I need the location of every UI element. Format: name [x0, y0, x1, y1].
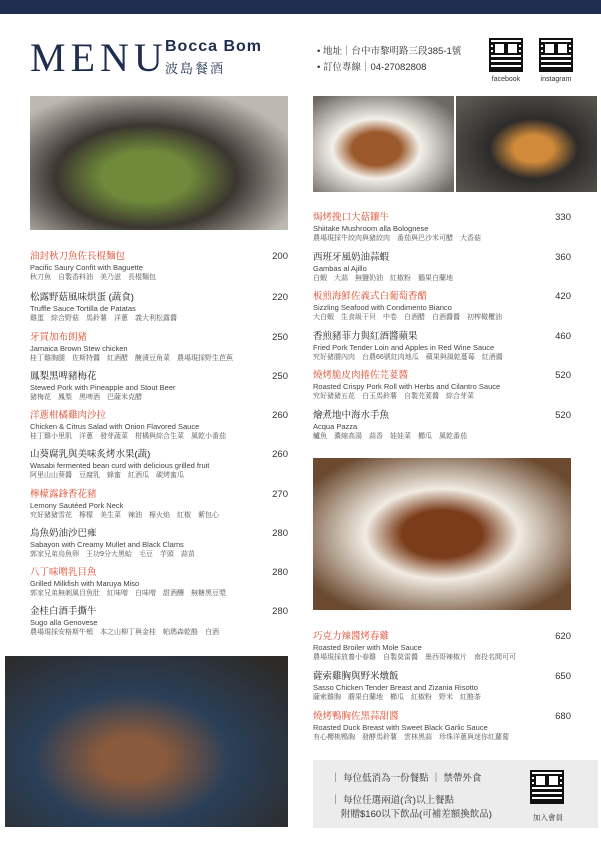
notice-line-3: 附贈$160以下飲品(可補差額換飲品) [341, 809, 492, 820]
menu-item [313, 711, 571, 743]
brand-logo [165, 38, 262, 77]
menu-item-name: 薩索雞胸與野米燉飯 [313, 671, 399, 682]
menu-item-ingredients: 農場現採放養小春雞 自製莫雷醬 墨西哥辣椒片 南投名間可可 [313, 654, 516, 661]
facebook-qr-code[interactable] [489, 38, 523, 72]
phone: • 訂位專線｜04-27082808 [317, 62, 427, 73]
menu-item-price: 620 [555, 631, 571, 642]
menu-item-price: 460 [555, 331, 571, 342]
menu-item-name: 牙買加布朗豬 [30, 332, 88, 343]
menu-item-ingredients: 秋刀魚 自製香料油 美乃滋 長棍麵包 [30, 274, 156, 281]
menu-item [313, 291, 571, 323]
menu-item-ingredients: 阿里山山葵醬 豆腐乳 蜂蜜 紅酒瓜 碳烤蜜瓜 [30, 472, 184, 479]
menu-title: MENU [30, 35, 168, 80]
menu-item-ingredients: 鱸魚 濃縮高湯 蒜香 娃娃菜 櫛瓜 風乾番茄 [313, 433, 467, 440]
facebook-qr-label: facebook [491, 76, 521, 83]
menu-item-name: 金桂白酒手撕牛 [30, 606, 97, 617]
menu-item [30, 410, 288, 442]
notice-line-1: ｜ 每位低消為一份餐點 ｜ 禁帶外食 [331, 773, 482, 784]
menu-item-english-name: Acqua Pazza [313, 422, 358, 431]
food-photo-duck-breast [5, 656, 288, 827]
menu-item-ingredients: 究好豬豬雪花 檸檬 美生菜 辣油 檸火焰 紅椒 紫包心 [30, 512, 219, 519]
menu-item-name: 油封秋刀魚佐長棍麵包 [30, 251, 126, 262]
menu-item [30, 251, 288, 283]
food-photo-seafood [456, 96, 597, 192]
menu-item [313, 370, 571, 402]
menu-item [313, 410, 571, 442]
menu-item-ingredients: 農場現採牛絞肉與豬絞肉 番茄與巴沙米可醋 大香菇 [313, 235, 481, 242]
menu-item-price: 200 [272, 251, 288, 262]
food-photo-roast-chicken [313, 458, 571, 610]
join-member-label: 加入會員 [533, 813, 563, 822]
menu-item-english-name: Truffle Sauce Tortilla de Patatas [30, 304, 136, 313]
menu-item-price: 330 [555, 212, 571, 223]
menu-item-price: 680 [555, 711, 571, 722]
food-photo-mushroom [313, 96, 454, 192]
instagram-qr-code[interactable] [539, 38, 573, 72]
menu-item-ingredients: 究好豬腰內肉 台農66號紅肉地瓜 蘋果與風乾蔓莓 紅酒醬 [313, 354, 503, 361]
menu-item-english-name: Gambas al Ajillo [313, 264, 367, 273]
menu-item-ingredients: 桂丁雞小里肌 洋蔥 發芽蔬菜 柑橘與綜合生菜 風乾小番茄 [30, 433, 226, 440]
menu-item [313, 212, 571, 244]
brand-name-zh: 波島餐酒 [165, 61, 226, 76]
menu-item-english-name: Fried Pork Tender Loin and Apples in Red Wine Sauce [313, 343, 495, 352]
menu-item-name: 燒烤脆皮肉捲佐芫荽醬 [313, 370, 409, 381]
member-qr-code[interactable] [530, 770, 564, 804]
menu-item-ingredients: 雞蛋 綜合野菇 馬鈴薯 洋蔥 義大利松露醬 [30, 315, 177, 322]
menu-item-price: 270 [272, 489, 288, 500]
menu-item-ingredients: 郭家兄弟烏魚卵 王功9分大黑蛤 毛豆 芋頭 蒜苗 [30, 551, 195, 558]
menu-item-price: 280 [272, 606, 288, 617]
menu-item-name: 西班牙風奶油蒜蝦 [313, 252, 390, 263]
menu-item [313, 252, 571, 284]
menu-item-ingredients: 桂丁雞胸腿 佐斯特醬 紅酒醋 醃漬豆角菜 農場現採野生芭蕉 [30, 355, 233, 362]
menu-item-name: 八丁味噌乳目魚 [30, 567, 97, 578]
menu-item-ingredients: 究好豬豬五花 白玉馬鈴薯 自製芫荽醬 綜合芽菜 [313, 393, 474, 400]
menu-item-ingredients: 薩索雞胸 蘑果白蘭地 櫛瓜 紅椒粉 野米 紅酪茶 [313, 694, 481, 701]
top-bar [0, 0, 601, 14]
menu-item [313, 631, 571, 663]
menu-item-price: 360 [555, 252, 571, 263]
menu-item-name: 巧克力辣醬烤春雞 [313, 631, 390, 642]
menu-item-ingredients: 郭家兄弟無刺風目魚肚 紅味噌 白味噌 甜酒釀 無糖黑豆漿 [30, 590, 226, 597]
menu-item-name: 鳳梨黑啤豬梅花 [30, 371, 97, 382]
instagram-qr-label: instagram [540, 76, 572, 83]
menu-item-price: 280 [272, 567, 288, 578]
menu-item-name: 燴煮地中海水手魚 [313, 410, 390, 421]
menu-item-ingredients: 大白蝦 生食級干貝 中卷 白酒醋 白酒醬醬 初榨橄欖油 [313, 314, 502, 321]
menu-item-name: 香煎豬菲力與紅酒醬蘋果 [313, 331, 418, 342]
menu-item-price: 250 [272, 332, 288, 343]
menu-item-english-name: Sasso Chicken Tender Breast and Zizania Risotto [313, 683, 478, 692]
menu-item-ingredients: 豬梅花 鳳梨 黑啤酒 巴薩米克醋 [30, 394, 142, 401]
menu-item-english-name: Grilled Milkfish with Maruya Miso [30, 579, 140, 588]
menu-item [30, 606, 288, 638]
notice-line-2: ｜ 每位任選兩道(含)以上餐點 [331, 795, 454, 806]
menu-item-english-name: Sugo alla Genovese [30, 618, 98, 627]
menu-item [30, 567, 288, 599]
menu-item [30, 489, 288, 521]
menu-item-english-name: Sizzling Seafood with Condimento Bianco [313, 303, 452, 312]
menu-item-name: 洋蔥柑橘雞肉沙拉 [30, 410, 107, 421]
menu-item-english-name: Sabayon with Creamy Mullet and Black Clams [30, 540, 184, 549]
brand-name-en: Bocca Bom [165, 38, 263, 55]
menu-item-name: 松露野菇風味烘蛋 (蔬食) [30, 292, 134, 303]
menu-item-price: 520 [555, 410, 571, 421]
menu-item-name: 檸檬露鋒香花豬 [30, 489, 97, 500]
menu-item [30, 449, 288, 481]
menu-item-english-name: Roasted Broiler with Mole Sauce [313, 643, 422, 652]
menu-item-price: 260 [272, 449, 288, 460]
food-photo-salad [30, 96, 288, 230]
menu-item [30, 332, 288, 364]
menu-item-english-name: Lemony Sautéed Pork Neck [30, 501, 124, 510]
menu-item [313, 331, 571, 363]
menu-item-name: 板煎海鮮佐義式白葡萄香醋 [313, 291, 428, 302]
menu-item-ingredients: 農場現採安格斯牛頰 本之山柳丁與金桂 帕瑪森乾酪 白酒 [30, 629, 219, 636]
notice-box [313, 760, 598, 828]
menu-item-price: 220 [272, 292, 288, 303]
menu-item-ingredients: 白蝦 大蒜 無鹽奶油 紅椒粉 鵝果白蘭地 [313, 275, 453, 282]
menu-item [30, 371, 288, 403]
menu-item-name: 山葵腐乳與美味炙烤水果(蔬) [30, 449, 151, 460]
menu-item-english-name: Chicken & Citrus Salad with Onion Flavored Sauce [30, 422, 200, 431]
menu-item-price: 260 [272, 410, 288, 421]
menu-item [30, 528, 288, 560]
menu-item-english-name: Roasted Crispy Pork Roll with Herbs and Cilantro Sauce [313, 382, 501, 391]
menu-item-name: 烏魚奶油沙巴雍 [30, 528, 97, 539]
menu-item-english-name: Roasted Duck Breast with Sweet Black Garlic Sauce [313, 723, 488, 732]
menu-item-name: 焗烤挽口大菇鑲牛 [313, 212, 390, 223]
menu-item-english-name: Wasabi fermented bean curd with delicious grilled fruit [30, 461, 210, 470]
menu-item-ingredients: 有心櫻桃鴨胸 發酵馬鈴薯 雲林黑蒜 珍珠洋蔥與迷你紅蘿蔔 [313, 734, 509, 741]
menu-item-price: 250 [272, 371, 288, 382]
menu-item-english-name: Shiitake Mushroom alla Bolognese [313, 224, 429, 233]
menu-item-english-name: Pacific Saury Confit with Baguette [30, 263, 143, 272]
menu-item-price: 650 [555, 671, 571, 682]
contact-info [317, 44, 461, 76]
menu-item-price: 280 [272, 528, 288, 539]
menu-item-price: 520 [555, 370, 571, 381]
menu-item [313, 671, 571, 703]
menu-item [30, 292, 288, 324]
address: • 地址｜台中市黎明路三段385-1號 [317, 46, 462, 57]
menu-item-price: 420 [555, 291, 571, 302]
menu-item-name: 燒烤鴨胸佐黑蒜甜醬 [313, 711, 399, 722]
menu-item-english-name: Stewed Pork with Pineapple and Stout Beer [30, 383, 176, 392]
menu-item-english-name: Jamaica Brown Stew chicken [30, 344, 128, 353]
